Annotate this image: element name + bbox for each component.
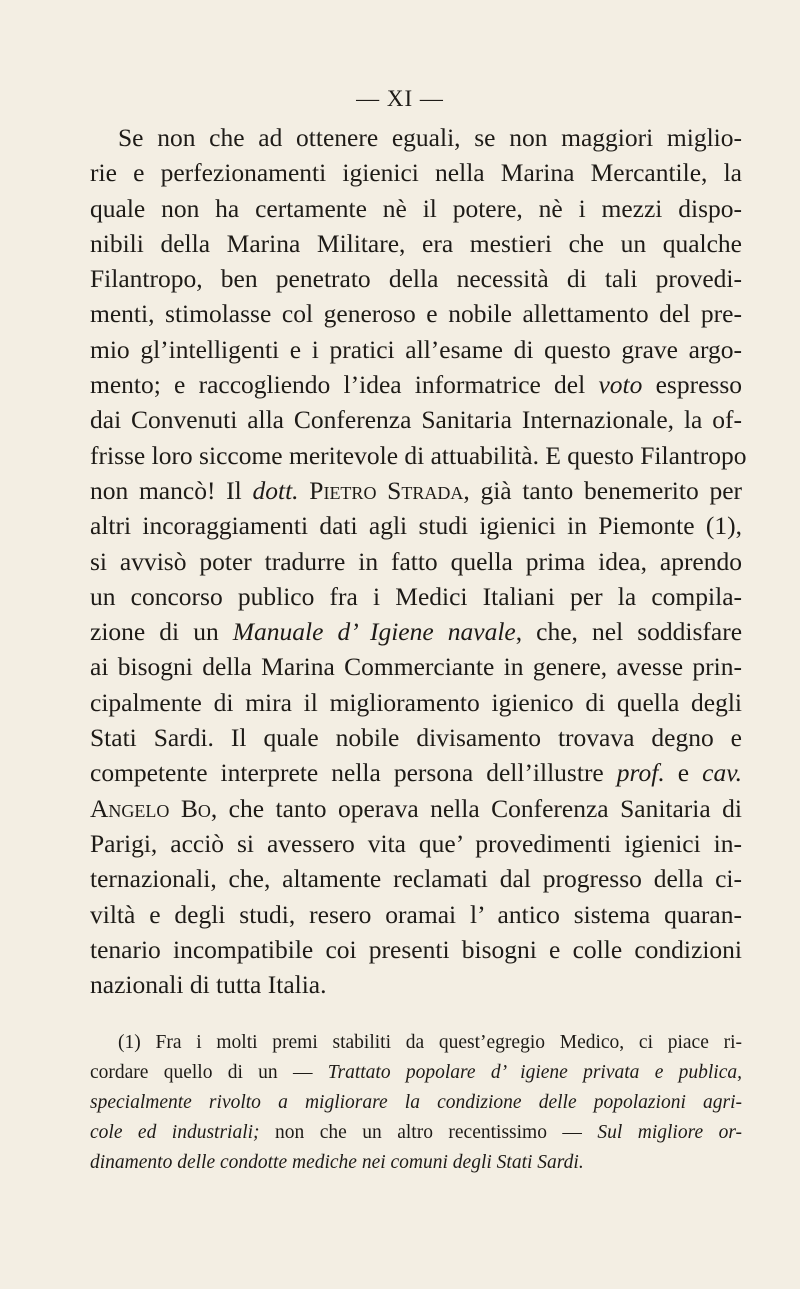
- text-line: [90, 367, 742, 402]
- text-line: un concorso publico fra i Medici Italiani per la compila-: [90, 581, 742, 611]
- footnote-line: specialmente rivolto a migliorare la condizione delle popolazioni agri-: [90, 1092, 742, 1113]
- text-run: zione di un: [90, 617, 219, 647]
- footnote-line: [90, 1058, 742, 1088]
- text-line: nibili della Marina Militare, era mestieri che un qualche: [90, 228, 742, 258]
- text-line: [90, 755, 742, 790]
- person-name: Pietro Strada: [309, 475, 464, 505]
- person-name: Angelo Bo: [90, 793, 211, 823]
- text-line: Stati Sardi. Il quale nobile divisamento trovava degno e: [90, 723, 742, 753]
- text-line: dai Convenuti alla Conferenza Sanitaria Internazionale, la of-: [90, 405, 742, 435]
- text-line: Filantropo, ben penetrato della necessità di tali provedi-: [90, 264, 742, 294]
- main-paragraph: [90, 120, 747, 1002]
- page-number: — XI —: [356, 86, 444, 111]
- italic-book-title: Trattato popolare d’ igiene privata e publica,: [327, 1062, 742, 1083]
- italic-title: prof.: [616, 758, 665, 788]
- text-line: altri incoraggiamenti dati agli studi igienici in Piemonte (1),: [90, 511, 742, 541]
- text-line: viltà e degli studi, resero oramai l’ antico sistema quaran-: [90, 899, 742, 929]
- text-line: quale non ha certamente nè il potere, nè i mezzi dispo-: [90, 193, 742, 223]
- text-line: frisse loro siccome meritevole di attuabilità. E questo Filantropo: [90, 440, 747, 470]
- text-line: si avvisò poter tradurre in fatto quella prima idea, aprendo: [90, 546, 742, 576]
- text-line: tenario incompatibile coi presenti bisogni e colle condizioni: [90, 934, 742, 964]
- italic-title: cav.: [702, 758, 742, 788]
- text-run: , che, nel soddisfare: [515, 617, 743, 647]
- footnote-line: (1) Fra i molti premi stabiliti da quest’egregio Medico, ci piace ri-: [118, 1032, 742, 1053]
- text-line: Se non che ad ottenere eguali, se non maggiori miglio-: [118, 123, 742, 152]
- italic-title: dott.: [252, 475, 299, 505]
- text-run: cordare quello di un —: [90, 1062, 313, 1083]
- text-line: [90, 473, 742, 508]
- italic-term: voto: [598, 370, 643, 400]
- italic-book-title: Sul migliore or-: [597, 1122, 743, 1143]
- text-run: , già tanto benemerito per: [463, 475, 743, 505]
- text-run: espresso: [655, 370, 742, 400]
- text-line: ternazionali, che, altamente reclamati dal progresso della ci-: [90, 864, 742, 894]
- text-line: Parigi, acciò si avessero vita que’ provedimenti igienici in-: [90, 828, 742, 858]
- text-run: non che un altro recentissimo —: [275, 1122, 582, 1143]
- footnote-line: dinamento delle condotte mediche nei comuni degli Stati Sardi.: [90, 1152, 584, 1173]
- text-line: [90, 614, 742, 649]
- text-run: e: [677, 758, 690, 788]
- italic-book-title: Manuale d’ Igiene navale: [232, 617, 516, 647]
- text-line: nazionali di tutta Italia.: [90, 970, 327, 1000]
- text-run: , che tanto operava nella Conferenza Sanitaria di: [210, 793, 742, 823]
- text-line: [90, 791, 742, 826]
- text-line: rie e perfezionamenti igienici nella Marina Mercantile, la: [90, 158, 742, 188]
- text-run: non mancò! Il: [90, 475, 242, 505]
- text-line: mio gl’intelligenti e i pratici all’esame di questo grave argo-: [90, 334, 742, 364]
- text-run: competente interprete nella persona dell’illustre: [90, 758, 604, 788]
- italic-book-title: cole ed industriali;: [90, 1122, 260, 1143]
- footnote-line: [90, 1118, 742, 1148]
- text-line: ai bisogni della Marina Commerciante in genere, avesse prin-: [90, 652, 742, 682]
- text-line: menti, stimolasse col generoso e nobile allettamento del pre-: [90, 299, 742, 329]
- footnote: [90, 1028, 742, 1178]
- text-line: cipalmente di mira il miglioramento igienico di quella degli: [90, 687, 742, 717]
- text-run: mento; e raccogliendo l’idea informatrice del: [90, 370, 586, 400]
